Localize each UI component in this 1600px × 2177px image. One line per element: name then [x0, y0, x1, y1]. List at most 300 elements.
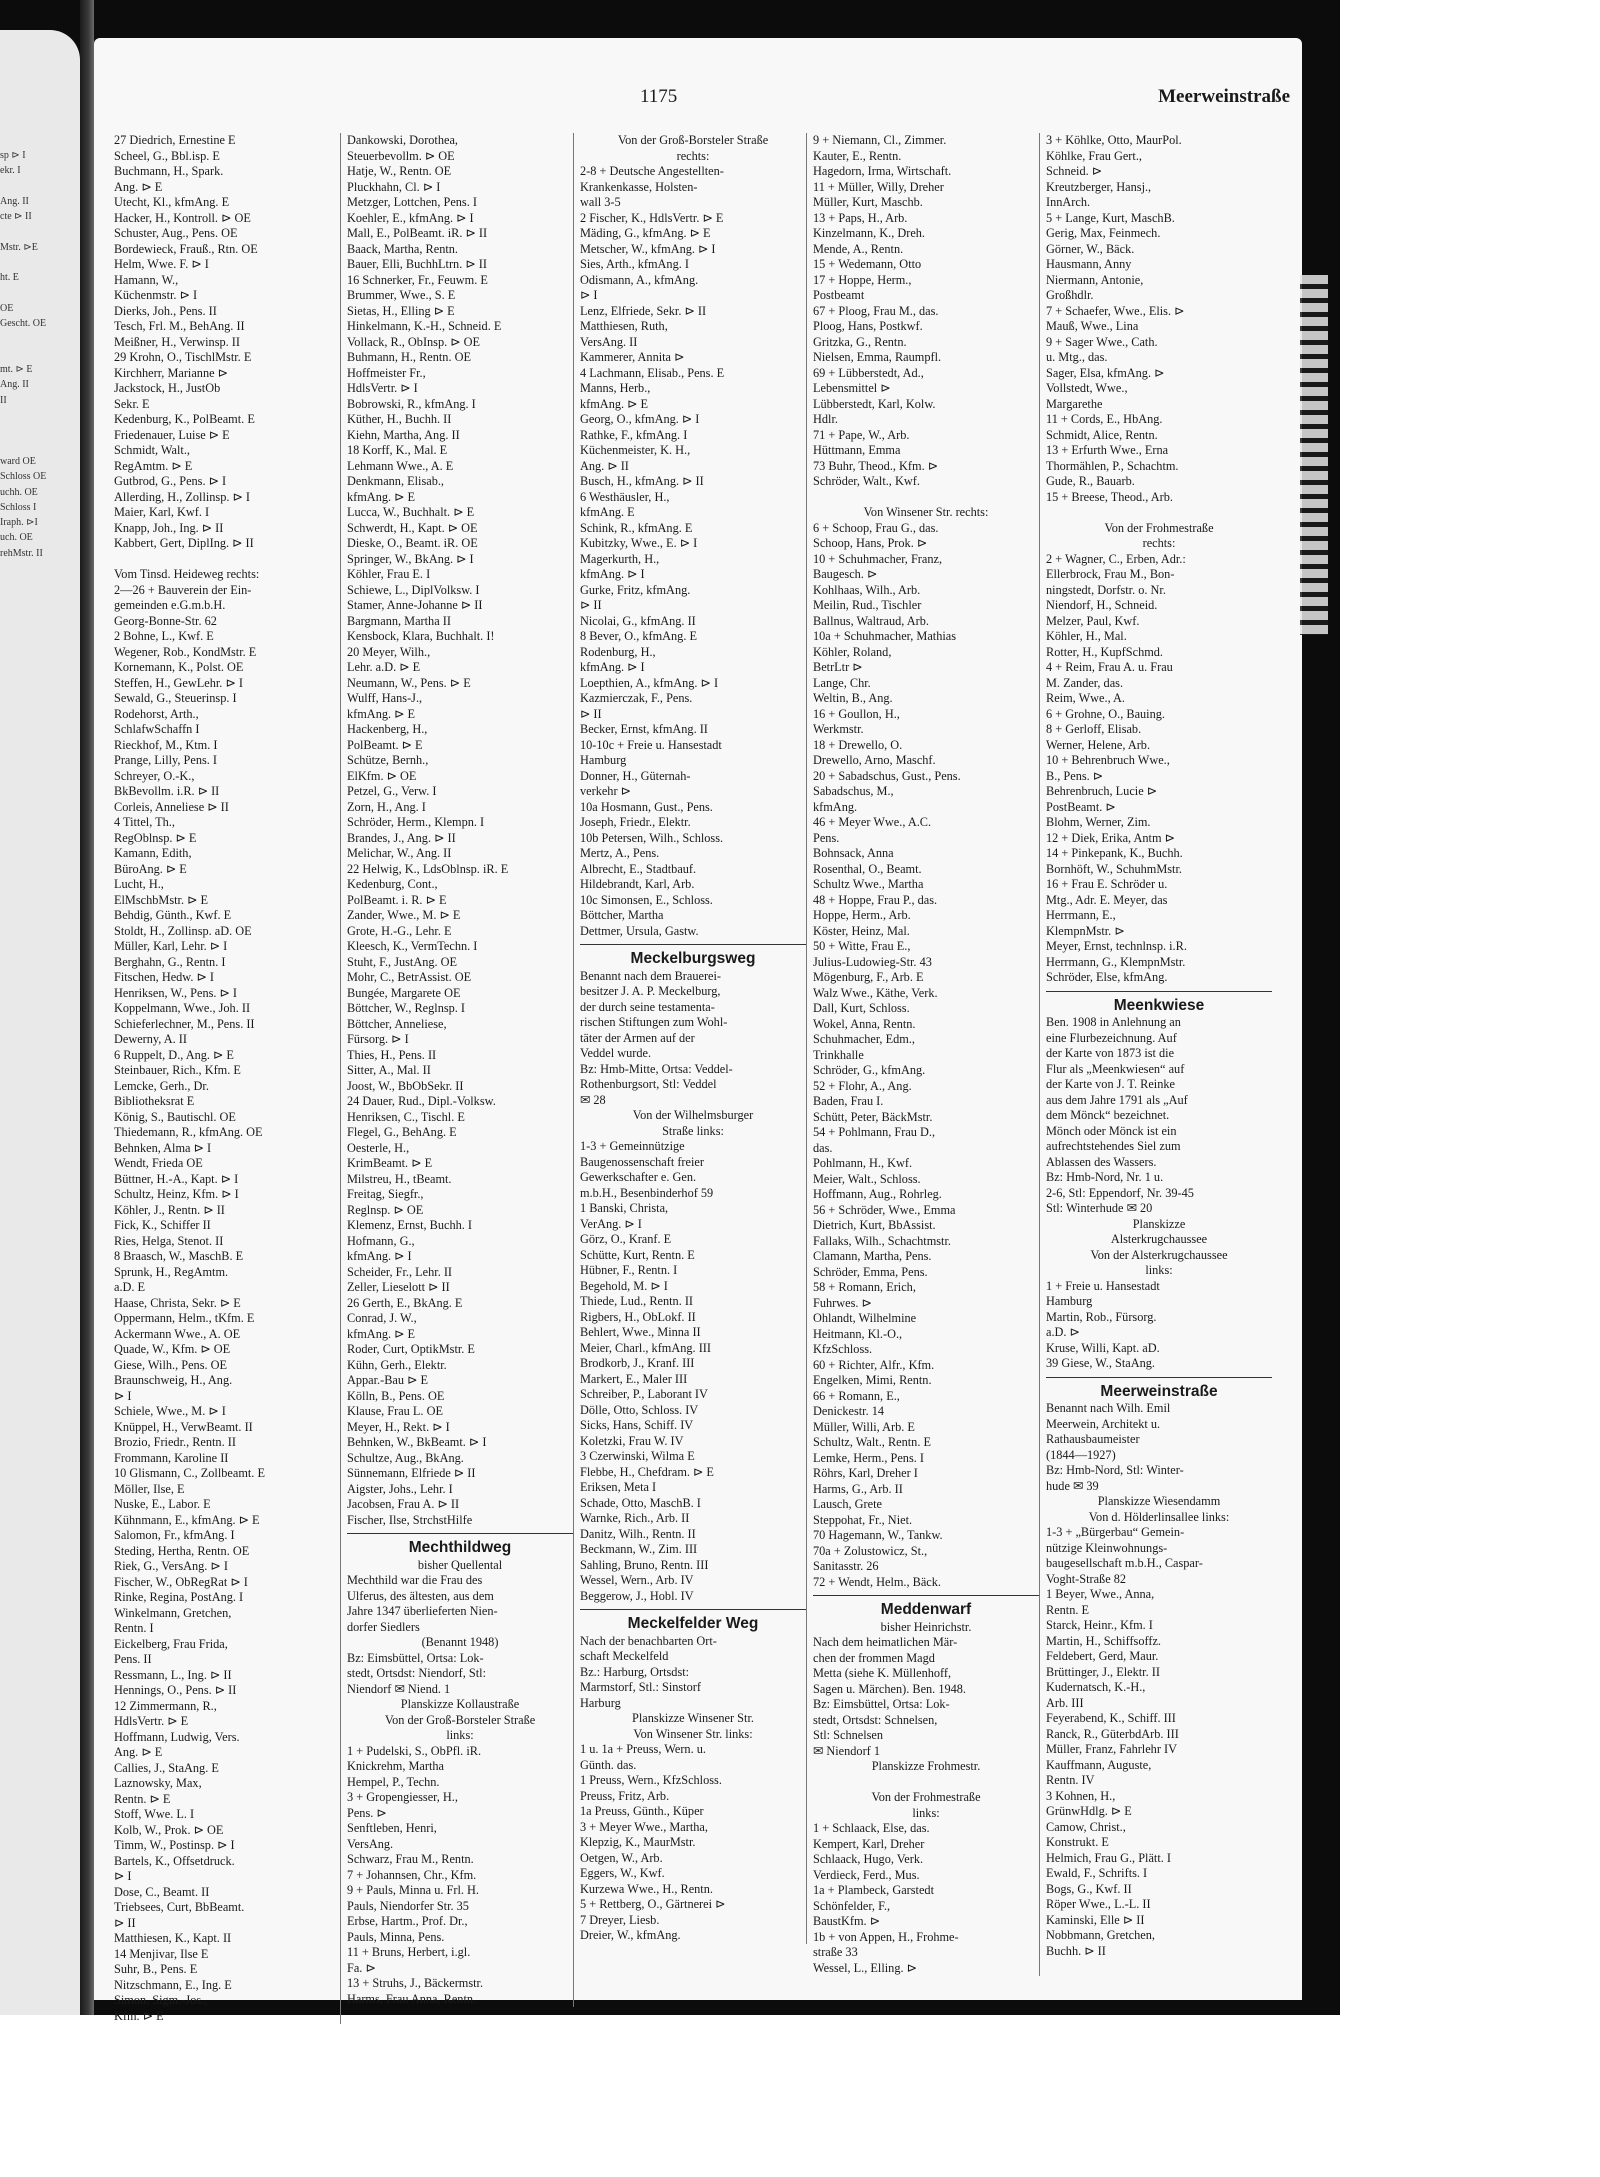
directory-entry: Niermann, Antonie, — [1046, 272, 1144, 287]
directory-entry: Nitzschmann, E., Ing. E — [114, 1977, 232, 1992]
directory-entry: Großhdlr. — [1046, 288, 1094, 302]
page-number: 1175 — [640, 86, 678, 107]
directory-entry: 1 + Freie u. Hansestadt — [1046, 1278, 1160, 1293]
directory-entry: Clamann, Martha, Pens. — [813, 1249, 932, 1263]
directory-entry: Walz Wwe., Käthe, Verk. — [813, 985, 938, 1000]
directory-entry: Frommann, Karoline II — [114, 1450, 229, 1465]
directory-entry: Görner, W., Bäck. — [1046, 241, 1135, 256]
directory-entry: Knapp, Joh., Ing. ⊳ II — [114, 520, 224, 535]
directory-entry: BetrLtr ⊳ — [813, 660, 863, 674]
directory-entry: 9 + Niemann, Cl., Zimmer. — [813, 133, 947, 147]
column-4 — [813, 133, 1040, 1976]
directory-entry: ⊳ II — [114, 1915, 136, 1930]
directory-entry: Ablassen des Wassers. — [1046, 1154, 1157, 1169]
street-heading: Meenkwiese — [1046, 991, 1272, 1016]
directory-entry: 70a + Zolustowicz, St., — [813, 1543, 928, 1558]
directory-entry: der Karte von 1873 ist die — [1046, 1046, 1175, 1060]
thumb-index-mark — [1300, 275, 1328, 635]
directory-entry: 10-10c + Freie u. Hansestadt — [580, 737, 722, 752]
directory-entry: Ackermann Wwe., A. OE — [114, 1326, 241, 1341]
directory-entry: Ewald, F., Schrifts. I — [1046, 1866, 1148, 1880]
directory-entry: Busch, H., kfmAng. ⊳ II — [580, 474, 704, 488]
directory-entry: Allerding, H., Zollinsp. ⊳ I — [114, 489, 250, 504]
directory-entry: kfmAng. ⊳ E — [347, 706, 416, 721]
directory-entry: Lucht, H., — [114, 877, 164, 891]
directory-entry: der durch seine testamenta- — [580, 999, 715, 1014]
directory-entry: Erbse, Hartm., Prof. Dr., — [347, 1914, 468, 1928]
directory-entry: Grote, H.-G., Lehr. E — [347, 923, 452, 938]
directory-entry: stedt, Ortsdst: Niendorf, Stl: — [347, 1666, 487, 1680]
directory-entry: Hoffmann, Aug., Rohrleg. — [813, 1187, 942, 1201]
directory-entry: Bohnsack, Anna — [813, 846, 894, 860]
directory-entry: Kölln, B., Pens. OE — [347, 1388, 445, 1403]
directory-entry: Meyer, H., Rekt. ⊳ I — [347, 1419, 450, 1434]
directory-entry: 6 Ruppelt, D., Ang. ⊳ E — [114, 1047, 234, 1062]
directory-entry: Ang. ⊳ E — [114, 179, 163, 194]
directory-entry: Niendorf, H., Schneid. — [1046, 598, 1158, 612]
directory-entry: 4 Lachmann, Elisab., Pens. E — [580, 365, 725, 380]
directory-entry: 13 + Erfurth Wwe., Erna — [1046, 443, 1169, 457]
directory-entry: 71 + Pape, W., Arb. — [813, 427, 910, 442]
directory-entry: Kühnmann, E., kfmAng. ⊳ E — [114, 1512, 260, 1527]
directory-entry: Oetgen, W., Arb. — [580, 1850, 663, 1865]
directory-entry: dorfer Siedlers — [347, 1619, 420, 1634]
directory-entry: Kensbock, Klara, Buchhalt. I! — [347, 629, 495, 643]
directory-entry: Kruse, Willi, Kapt. aD. — [1046, 1340, 1160, 1355]
directory-entry: Stamer, Anne-Johanne ⊳ II — [347, 598, 483, 612]
directory-entry: Julius-Ludowieg-Str. 43 — [813, 954, 932, 969]
directory-entry: Conrad, J. W., — [347, 1311, 417, 1325]
directory-entry: Zeller, Lieselott ⊳ II — [347, 1280, 450, 1294]
section-note: (Benannt 1948) — [421, 1635, 499, 1649]
directory-entry: Wessel, Wern., Arb. IV — [580, 1573, 694, 1587]
directory-entry: Georg, O., kfmAng. ⊳ I — [580, 412, 700, 426]
directory-entry: Dölle, Otto, Schloss. IV — [580, 1402, 699, 1417]
directory-entry: Kudernatsch, K.-H., — [1046, 1680, 1146, 1694]
running-title: Meerweinstraße — [1158, 86, 1290, 107]
directory-entry: Feldebert, Gerd, Maur. — [1046, 1649, 1159, 1663]
directory-entry: Schlaack, Hugo, Verk. — [813, 1852, 924, 1866]
directory-entry: Pauls, Minna, Pens. — [347, 1929, 445, 1944]
section-note: Planskizze — [1132, 1216, 1186, 1231]
directory-entry: 10b Petersen, Wilh., Schloss. — [580, 830, 724, 845]
directory-entry: 9 + Pauls, Minna u. Frl. H. — [347, 1883, 479, 1897]
directory-entry: Koppelmann, Wwe., Joh. II — [114, 1001, 251, 1015]
directory-entry: Meyer, Ernst, technlnsp. i.R. — [1046, 939, 1187, 953]
street-heading: Meerweinstraße — [1046, 1377, 1272, 1402]
directory-entry: Helm, Wwe. F. ⊳ I — [114, 257, 209, 271]
directory-entry: Kauter, E., Rentn. — [813, 148, 902, 163]
directory-entry: PostBeamt. ⊳ — [1046, 799, 1116, 814]
directory-entry: Giese, Wilh., Pens. OE — [114, 1357, 228, 1372]
directory-entry: Sitter, A., Mal. II — [347, 1063, 431, 1077]
directory-entry: 72 + Wendt, Helm., Bäck. — [813, 1574, 941, 1589]
directory-entry: Schreiber, P., Laborant IV — [580, 1387, 708, 1401]
directory-entry: PolBeamt. i. R. ⊳ E — [347, 892, 447, 907]
directory-entry: Tesch, Frl. M., BehAng. II — [114, 319, 245, 333]
directory-entry: Milstreu, H., tBeamt. — [347, 1171, 452, 1186]
directory-entry: Aigster, Johs., Lehr. I — [347, 1481, 453, 1496]
directory-entry: Behrenbruch, Lucie ⊳ — [1046, 784, 1158, 798]
directory-entry: Hatje, W., Rentn. OE — [347, 164, 452, 178]
directory-entry: Sager, Elsa, kfmAng. ⊳ — [1046, 365, 1165, 380]
directory-entry: Schultz, Walt., Rentn. E — [813, 1435, 931, 1449]
directory-entry: Arb. III — [1046, 1695, 1084, 1710]
directory-entry: 16 + Frau E. Schröder u. — [1046, 877, 1168, 891]
section-note: Von der Groß-Borsteler Straße — [384, 1712, 536, 1727]
directory-entry: Nach dem heimatlichen Mär- — [813, 1635, 958, 1649]
directory-entry: Rieckhof, M., Ktm. I — [114, 737, 218, 752]
directory-entry: Rotter, H., KupfSchmd. — [1046, 644, 1164, 659]
directory-entry: Benannt nach Wilh. Emil — [1046, 1401, 1171, 1415]
directory-entry: Schröder, Else, kfmAng. — [1046, 970, 1168, 984]
directory-entry: 3 + Köhlke, Otto, MaurPol. — [1046, 133, 1182, 147]
street-heading: Mechthildweg — [347, 1533, 573, 1558]
directory-entry: Nielsen, Emma, Raumpfl. — [813, 350, 942, 364]
directory-entry: Dietrich, Kurt, BbAssist. — [813, 1218, 936, 1232]
directory-entry: Gewerkschafter e. Gen. — [580, 1170, 697, 1184]
margin-fragment — [0, 347, 80, 362]
directory-entry: PolBeamt. ⊳ E — [347, 737, 423, 752]
directory-entry: Bz: Eimsbüttel, Ortsa: Lok- — [347, 1650, 484, 1665]
directory-entry: SchlafwSchaffn I — [114, 722, 200, 736]
directory-entry: 70 Hagemann, W., Tankw. — [813, 1528, 943, 1542]
directory-entry: 16 + Goullon, H., — [813, 706, 900, 721]
directory-entry: nützige Kleinwohnungs- — [1046, 1540, 1168, 1555]
directory-entry: Fitschen, Hedw. ⊳ I — [114, 970, 215, 984]
directory-entry: Buchmann, H., Spark. — [114, 164, 224, 178]
section-note: links: — [446, 1728, 474, 1742]
directory-entry: 10 Glismann, C., Zollbeamt. E — [114, 1466, 265, 1480]
directory-entry: 16 Schnerker, Fr., Feuwm. E — [347, 272, 488, 287]
directory-entry: (1844—1927) — [1046, 1447, 1116, 1462]
directory-entry: Ohlandt, Wilhelmine — [813, 1311, 917, 1325]
directory-entry: Kohlhaas, Wilh., Arb. — [813, 582, 921, 597]
directory-entry: VersAng. — [347, 1836, 394, 1851]
directory-entry: ✉ 28 — [580, 1092, 606, 1107]
directory-entry: kfmAng. ⊳ I — [580, 567, 645, 581]
page-header — [94, 86, 1302, 116]
directory-entry: Günth. das. — [580, 1757, 637, 1772]
directory-entry: Küther, H., Buchh. II — [347, 412, 452, 426]
directory-entry: 3 + Meyer Wwe., Martha, — [580, 1819, 708, 1834]
directory-entry: a.D. E — [114, 1280, 146, 1294]
directory-entry: Simon, Sigm.-Jos., — [114, 1993, 208, 2007]
directory-entry: Salomon, Fr., kfmAng. I — [114, 1528, 235, 1542]
directory-entry: 1-3 + „Bürgerbau“ Gemein- — [1046, 1525, 1185, 1539]
directory-entry: Henriksen, W., Pens. ⊳ I — [114, 985, 238, 1000]
directory-entry: Knickrehm, Martha — [347, 1759, 444, 1773]
directory-entry: Wessel, L., Elling. ⊳ — [813, 1960, 917, 1975]
directory-entry: Schneid. ⊳ — [1046, 164, 1103, 178]
directory-entry: Rodenburg, H., — [580, 644, 656, 659]
directory-entry: Hamburg — [580, 753, 627, 767]
directory-entry: Schröder, Herm., Klempn. I — [347, 815, 485, 829]
directory-entry: 7 + Schaefer, Wwe., Elis. ⊳ — [1046, 303, 1185, 318]
directory-entry: Behnken, W., BkBeamt. ⊳ I — [347, 1435, 487, 1449]
directory-entry: Koehler, E., kfmAng. ⊳ I — [347, 210, 474, 225]
directory-entry: Stoff, Wwe. L. I — [114, 1807, 195, 1821]
directory-entry: Stl: Winterhude ✉ 20 — [1046, 1201, 1153, 1215]
directory-entry: kfmAng. ⊳ E — [347, 1326, 416, 1341]
margin-fragment — [0, 179, 80, 194]
directory-entry: Schiele, Wwe., M. ⊳ I — [114, 1404, 226, 1418]
margin-fragment — [0, 224, 80, 239]
directory-entry: Ulferus, des ältesten, aus dem — [347, 1588, 494, 1603]
directory-entry: Melichar, W., Ang. II — [347, 846, 452, 860]
directory-entry: Riek, G., VersAng. ⊳ I — [114, 1559, 228, 1573]
directory-entry: Sprunk, H., RegAmtm. — [114, 1264, 229, 1279]
section-note: rechts: — [676, 148, 710, 163]
directory-entry: 11 + Müller, Willy, Dreher — [813, 179, 944, 194]
directory-entry: Hübner, F., Rentn. I — [580, 1263, 678, 1277]
directory-entry: Trinkhalle — [813, 1047, 864, 1062]
directory-entry: Schultze, Aug., BkAng. — [347, 1450, 464, 1465]
section-note: Von der Alsterkrugchaussee — [1090, 1247, 1228, 1262]
section-note: Von Winsener Str. links: — [633, 1726, 753, 1741]
directory-entry: Helmich, Frau G., Plätt. I — [1046, 1850, 1171, 1865]
directory-entry: Eickelberg, Frau Frida, — [114, 1636, 228, 1651]
directory-entry: u. Mtg., das. — [1046, 350, 1108, 364]
directory-entry: Röper Wwe., L.-L. II — [1046, 1897, 1151, 1911]
directory-entry: Thiede, Lud., Rentn. II — [580, 1294, 694, 1308]
directory-entry: Lemcke, Gerh., Dr. — [114, 1078, 209, 1093]
directory-entry: Odismann, A., kfmAng. — [580, 272, 699, 287]
directory-entry: 10 + Behrenbruch Wwe., — [1046, 753, 1170, 767]
margin-fragment: mt. ⊳ E — [0, 364, 33, 376]
directory-entry: Hamburg — [1046, 1294, 1093, 1308]
directory-entry: Prange, Lilly, Pens. I — [114, 753, 218, 767]
directory-entry: Görz, O., Kranf. E — [580, 1232, 672, 1246]
directory-entry: Dreier, W., kfmAng. — [580, 1928, 681, 1942]
directory-entry: 39 Giese, W., StaAng. — [1046, 1356, 1155, 1370]
directory-entry: Meier, Walt., Schloss. — [813, 1171, 921, 1186]
margin-fragment: sp ⊳ I — [0, 150, 26, 161]
directory-entry: Pens. II — [114, 1652, 152, 1666]
section-note: Von d. Hölderlinsallee links: — [1088, 1509, 1230, 1524]
directory-entry: Hacker, H., Kontroll. ⊳ OE — [114, 210, 251, 225]
directory-entry: Jahre 1347 überlieferten Nien- — [347, 1604, 498, 1618]
directory-entry: Dieske, O., Beamt. iR. OE — [347, 536, 478, 550]
directory-entry: 8 Braasch, W., MaschB. E — [114, 1249, 244, 1263]
directory-entry: Braunschweig, H., Ang. — [114, 1373, 233, 1387]
directory-entry: Köhler, Roland, — [813, 644, 892, 659]
directory-entry: Schwarz, Frau M., Rentn. — [347, 1852, 474, 1866]
directory-entry: Vollack, R., ObInsp. ⊳ OE — [347, 334, 481, 349]
directory-entry: Schmidt, Alice, Rentn. — [1046, 427, 1158, 442]
directory-entry: Blohm, Werner, Zim. — [1046, 815, 1151, 829]
directory-entry: Lausch, Grete — [813, 1497, 882, 1511]
directory-entry: Gurke, Fritz, kfmAng. — [580, 582, 691, 597]
directory-entry: Konstrukt. E — [1046, 1835, 1109, 1849]
directory-entry: Hoppe, Herm., Arb. — [813, 908, 911, 922]
directory-entry: Thiedemann, R., kfmAng. OE — [114, 1125, 263, 1139]
directory-entry: Gritzka, G., Rentn. — [813, 334, 907, 349]
column-2 — [347, 133, 574, 2007]
directory-entry: RegAmtm. ⊳ E — [114, 458, 193, 473]
directory-entry: Krankenkasse, Holsten- — [580, 179, 698, 194]
section-note: Von Winsener Str. rechts: — [863, 505, 989, 519]
directory-entry: Schröder, Walt., Kwf. — [813, 474, 920, 488]
directory-entry: Möller, Ilse, E — [114, 1481, 185, 1496]
directory-entry: Camow, Christ., — [1046, 1819, 1126, 1834]
directory-entry: Lübberstedt, Karl, Kolw. — [813, 396, 936, 411]
margin-fragment: OE — [0, 302, 14, 314]
directory-entry: Flegel, G., BehAng. E — [347, 1125, 457, 1139]
directory-entry: ⊳ II — [580, 598, 602, 612]
directory-entry: Steppohat, Fr., Niet. — [813, 1512, 913, 1527]
directory-entry: Rentn. IV — [1046, 1773, 1095, 1787]
directory-entry: Vollstedt, Wwe., — [1046, 381, 1128, 395]
directory-entry: Dankowski, Dorothea, — [347, 133, 458, 147]
directory-entry: 2 Fischer, K., HdlsVertr. ⊳ E — [580, 210, 724, 225]
directory-entry: Schütt, Peter, BäckMstr. — [813, 1109, 933, 1124]
directory-entry: 10 + Schuhmacher, Franz, — [813, 551, 943, 566]
directory-entry: Mohr, C., BetrAssist. OE — [347, 970, 472, 984]
directory-entry: Donner, H., Güternah- — [580, 768, 691, 783]
directory-entry: Lenz, Elfriede, Sekr. ⊳ II — [580, 303, 707, 318]
directory-entry: Hamann, W., — [114, 272, 179, 287]
directory-entry: Rothenburgsort, Stl: Veddel — [580, 1077, 717, 1091]
directory-entry: Manns, Herb., — [580, 381, 651, 395]
directory-entry: Fischer, Ilse, StrchstHilfe — [347, 1512, 473, 1527]
directory-entry: 67 + Ploog, Frau M., das. — [813, 303, 939, 318]
directory-entry: Meißner, H., Verwinsp. II — [114, 334, 240, 349]
directory-entry: Baack, Martha, Rentn. — [347, 241, 458, 256]
directory-entry: Rodehorst, Arth., — [114, 706, 199, 721]
directory-entry: Preuss, Fritz, Arb. — [580, 1788, 670, 1803]
directory-entry: Dewerny, A. II — [114, 1032, 187, 1046]
directory-entry: Oesterle, H., — [347, 1140, 410, 1155]
directory-entry: Kazmierczak, F., Pens. — [580, 691, 693, 705]
directory-entry: Hinkelmann, K.-H., Schneid. E — [347, 319, 502, 333]
directory-entry: Pauls, Niendorfer Str. 35 — [347, 1898, 469, 1913]
directory-entry: Bz: Eimsbüttel, Ortsa: Lok- — [813, 1697, 950, 1711]
directory-entry: Georg-Bonne-Str. 62 — [114, 613, 217, 628]
directory-entry: wall 3-5 — [580, 195, 621, 209]
directory-entry: Kleesch, K., VermTechn. I — [347, 939, 478, 953]
section-note: Von der Wilhelmsburger — [632, 1108, 754, 1122]
directory-entry: Kiehn, Martha, Ang. II — [347, 427, 460, 442]
directory-entry: Mögenburg, F., Arb. E — [813, 970, 924, 984]
directory-entry: Buchh. ⊳ II — [1046, 1943, 1106, 1958]
directory-entry: Flur als „Meenkwiesen“ auf — [1046, 1061, 1185, 1076]
directory-entry: 11 + Bruns, Herbert, i.gl. — [347, 1945, 471, 1959]
directory-entry: Müller, Karl, Lehr. ⊳ I — [114, 939, 228, 953]
directory-entry: 6 + Grohne, O., Bauing. — [1046, 706, 1165, 721]
directory-entry: Starck, Heinr., Kfm. I — [1046, 1618, 1153, 1632]
directory-entry: Baugesch. ⊳ — [813, 567, 878, 581]
margin-fragment: Mstr. ⊳E — [0, 241, 38, 253]
directory-entry: Behlert, Wwe., Minna II — [580, 1325, 701, 1339]
directory-entry: Matthiesen, K., Kapt. II — [114, 1931, 232, 1945]
directory-entry: schaft Meckelfeld — [580, 1649, 669, 1663]
directory-entry: Müller, Franz, Fahrlehr IV — [1046, 1742, 1177, 1756]
directory-entry: straße 33 — [813, 1945, 858, 1959]
directory-entry: Steffen, H., GewLehr. ⊳ I — [114, 675, 243, 690]
directory-entry: Kubitzky, Wwe., E. ⊳ I — [580, 536, 698, 550]
directory-entry: Thormählen, P., Schachtm. — [1046, 458, 1179, 473]
directory-entry: Henriksen, C., Tischl. E — [347, 1109, 465, 1124]
directory-entry: Mall, E., PolBeamt. iR. ⊳ II — [347, 226, 488, 240]
directory-entry: Becker, Ernst, kfmAng. II — [580, 722, 708, 736]
directory-entry: Joseph, Friedr., Elektr. — [580, 815, 691, 829]
directory-entry: 60 + Richter, Alfr., Kfm. — [813, 1357, 935, 1372]
directory-entry: Böttcher, W., Reglnsp. I — [347, 1001, 466, 1015]
directory-entry: Fa. ⊳ — [347, 1960, 376, 1975]
directory-entry: Beckmann, W., Zim. III — [580, 1542, 698, 1556]
directory-entry: Dose, C., Beamt. II — [114, 1884, 210, 1899]
directory-entry: Bartels, K., Offsetdruck. — [114, 1853, 235, 1868]
directory-entry: Hdlr. — [813, 412, 838, 426]
directory-entry: Baden, Frau I. — [813, 1094, 884, 1108]
directory-entry: Müller, Willi, Arb. E — [813, 1419, 915, 1434]
directory-entry: Oppermann, Helm., tKfm. E — [114, 1311, 255, 1325]
directory-entry: Neumann, W., Pens. ⊳ E — [347, 675, 471, 690]
directory-entry: Bz.: Harburg, Ortsdst: — [580, 1664, 690, 1679]
directory-entry: BaustKfm. ⊳ — [813, 1914, 881, 1928]
directory-entry: Röhrs, Karl, Dreher I — [813, 1466, 918, 1480]
directory-entry: Koletzki, Frau W. IV — [580, 1433, 684, 1448]
directory-entry: Mäding, G., kfmAng. ⊳ E — [580, 226, 711, 240]
directory-entry: Laznowsky, Max, — [114, 1776, 202, 1790]
directory-entry: Nicolai, G., kfmAng. II — [580, 613, 696, 628]
directory-entry: Mechthild war die Frau des — [347, 1573, 483, 1587]
directory-entry: 3 + Gropengiesser, H., — [347, 1790, 458, 1804]
directory-entry: Martin, Rob., Fürsorg. — [1046, 1309, 1157, 1324]
directory-entry: Scheel, G., Bbl.isp. E — [114, 148, 220, 163]
previous-page-edge — [0, 30, 80, 2015]
directory-entry: Schwerdt, H., Kapt. ⊳ OE — [347, 520, 478, 535]
directory-entry: Hennings, O., Pens. ⊳ II — [114, 1683, 237, 1697]
directory-entry: Rentn. ⊳ E — [114, 1791, 171, 1806]
directory-entry: Albrecht, E., Stadtbauf. — [580, 861, 697, 876]
margin-fragment: Gescht. OE — [0, 318, 47, 330]
directory-entry — [1046, 505, 1272, 521]
directory-entry: Mtg., Adr. E. Meyer, das — [1046, 892, 1168, 907]
margin-fragment: cte ⊳ II — [0, 211, 32, 223]
margin-fragment: ht. E — [0, 272, 19, 284]
directory-entry: Rathausbaumeister — [1046, 1432, 1140, 1446]
margin-fragments — [0, 30, 80, 561]
directory-entry: Kaminski, Elle ⊳ II — [1046, 1912, 1145, 1927]
directory-entry: Harms, Frau Anna, Rentn. — [347, 1991, 477, 2006]
directory-entry: Ranck, R., GüterbdArb. III — [1046, 1726, 1179, 1741]
directory-entry: Kreutzberger, Hansj., — [1046, 179, 1152, 194]
section-note: rechts: — [1142, 536, 1176, 550]
directory-entry: 7 Dreyer, Liesb. — [580, 1912, 660, 1927]
directory-entry: Sicks, Hans, Schiff. IV — [580, 1418, 694, 1432]
directory-entry: Ressmann, L., Ing. ⊳ II — [114, 1667, 232, 1682]
directory-entry: Wokel, Anna, Rentn. — [813, 1016, 916, 1031]
directory-entry: Gude, R., Bauarb. — [1046, 474, 1135, 488]
directory-entry: 4 + Reim, Frau A. u. Frau — [1046, 660, 1173, 674]
directory-entry: 26 Gerth, E., BkAng. E — [347, 1295, 463, 1310]
directory-entry: Loepthien, A., kfmAng. ⊳ I — [580, 675, 719, 690]
directory-entry: 17 + Hoppe, Herm., — [813, 272, 912, 287]
directory-entry: Schütte, Kurt, Rentn. E — [580, 1247, 695, 1262]
directory-entry: 14 + Pinkepank, K., Buchh. — [1046, 846, 1183, 860]
directory-entry: Klemenz, Ernst, Buchh. I — [347, 1218, 472, 1232]
directory-entry: Hoffmeister Fr., — [347, 365, 426, 380]
directory-entry: Köhler, Frau E. I — [347, 567, 431, 581]
directory-entry: Joost, W., BbObSekr. II — [347, 1078, 464, 1093]
directory-entry: kfmAng. ⊳ I — [347, 1249, 412, 1263]
directory-entry: Metzger, Lottchen, Pens. I — [347, 195, 477, 209]
directory-entry: 1 Banski, Christa, — [580, 1201, 669, 1215]
directory-entry: 4 Tittel, Th., — [114, 815, 175, 829]
directory-entry: 18 Korff, K., Mal. E — [347, 443, 448, 457]
